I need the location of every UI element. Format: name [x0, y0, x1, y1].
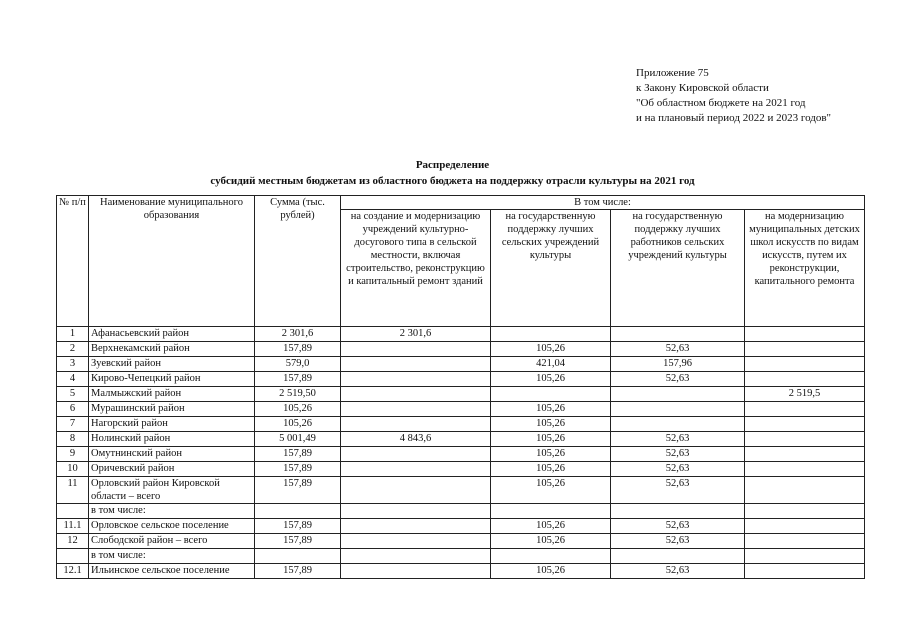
cell-name: Нолинский район — [89, 432, 255, 447]
cell-col4 — [745, 432, 865, 447]
title-line-1: Распределение — [415, 159, 490, 171]
cell-col4 — [745, 342, 865, 357]
table-row — [57, 447, 865, 462]
cell-col4 — [745, 477, 865, 504]
cell-col2: 105,26 — [491, 432, 611, 447]
cell-sum — [255, 504, 341, 519]
cell-col3: 52,63 — [611, 447, 745, 462]
cell-col4 — [745, 564, 865, 579]
cell-col4 — [745, 504, 865, 519]
cell-col2: 105,26 — [491, 447, 611, 462]
header-col-modernization: на создание и модернизацию учреждений культурно-досугового типа в сельской местности, включая строительство, реконструкцию и капитальный ремонт зданий — [341, 210, 491, 327]
cell-col2: 105,26 — [491, 417, 611, 432]
cell-name: Омутнинский район — [89, 447, 255, 462]
cell-name: Орловское сельское поселение — [89, 519, 255, 534]
cell-num: 12.1 — [57, 564, 89, 579]
cell-col4 — [745, 327, 865, 342]
cell-col1 — [341, 519, 491, 534]
cell-col3 — [611, 504, 745, 519]
document-title — [0, 157, 905, 189]
cell-sum — [255, 549, 341, 564]
cell-num: 5 — [57, 387, 89, 402]
cell-col3 — [611, 327, 745, 342]
cell-num: 1 — [57, 327, 89, 342]
cell-name: Верхнекамский район — [89, 342, 255, 357]
table-row — [57, 387, 865, 402]
cell-sum: 157,89 — [255, 477, 341, 504]
table-row — [57, 504, 865, 519]
table-row — [57, 519, 865, 534]
cell-name: Зуевский район — [89, 357, 255, 372]
cell-sum: 157,89 — [255, 447, 341, 462]
cell-name: Оричевский район — [89, 462, 255, 477]
cell-col4 — [745, 357, 865, 372]
cell-col2: 105,26 — [491, 402, 611, 417]
cell-col3: 52,63 — [611, 462, 745, 477]
cell-col3 — [611, 387, 745, 402]
cell-sum: 105,26 — [255, 402, 341, 417]
header-num: № п/п — [57, 196, 89, 327]
cell-col2 — [491, 504, 611, 519]
cell-col2: 105,26 — [491, 342, 611, 357]
header-col-art-schools: на модернизацию муниципальных детских школ искусств по видам искусств, путем их реконструкции, капитального ремонта — [745, 210, 865, 327]
cell-num — [57, 504, 89, 519]
cell-col3: 157,96 — [611, 357, 745, 372]
cell-num: 8 — [57, 432, 89, 447]
cell-col2: 105,26 — [491, 519, 611, 534]
cell-col4 — [745, 447, 865, 462]
cell-col1 — [341, 357, 491, 372]
cell-sum: 5 001,49 — [255, 432, 341, 447]
cell-col4 — [745, 549, 865, 564]
cell-name: Орловский район Кировской области – всего — [89, 477, 255, 504]
cell-col3 — [611, 549, 745, 564]
cell-col2 — [491, 327, 611, 342]
cell-col1: 2 301,6 — [341, 327, 491, 342]
cell-name: в том числе: — [89, 549, 255, 564]
cell-col2: 105,26 — [491, 477, 611, 504]
cell-col1: 4 843,6 — [341, 432, 491, 447]
appendix-line: Приложение 75 — [636, 67, 709, 79]
cell-col1 — [341, 342, 491, 357]
cell-col3: 52,63 — [611, 519, 745, 534]
cell-col2: 105,26 — [491, 534, 611, 549]
cell-col4 — [745, 534, 865, 549]
header-sum: Сумма (тыс. рублей) — [255, 196, 341, 327]
table-body — [57, 327, 865, 579]
cell-name: Кирово-Чепецкий район — [89, 372, 255, 387]
cell-col3: 52,63 — [611, 477, 745, 504]
table-row — [57, 402, 865, 417]
header-col-best-institutions: на государственную поддержку лучших сельских учреждений культуры — [491, 210, 611, 327]
cell-col4 — [745, 519, 865, 534]
cell-col3: 52,63 — [611, 534, 745, 549]
cell-sum: 157,89 — [255, 564, 341, 579]
cell-col4 — [745, 462, 865, 477]
table-row — [57, 372, 865, 387]
cell-col1 — [341, 402, 491, 417]
cell-num: 11 — [57, 477, 89, 504]
appendix-line: и на плановый период 2022 и 2023 годов" — [636, 112, 832, 124]
cell-col2: 105,26 — [491, 372, 611, 387]
table-row — [57, 462, 865, 477]
appendix-line: "Об областном бюджете на 2021 год — [636, 97, 806, 109]
subsidy-table — [56, 195, 865, 579]
cell-col2: 105,26 — [491, 564, 611, 579]
table-row — [57, 342, 865, 357]
table-row — [57, 549, 865, 564]
cell-sum: 579,0 — [255, 357, 341, 372]
cell-num — [57, 549, 89, 564]
cell-col4 — [745, 402, 865, 417]
cell-name: Малмыжский район — [89, 387, 255, 402]
cell-col1 — [341, 417, 491, 432]
header-name: Наименование муниципального образования — [89, 196, 255, 327]
cell-col1 — [341, 534, 491, 549]
cell-num: 2 — [57, 342, 89, 357]
cell-sum: 157,89 — [255, 462, 341, 477]
cell-col1 — [341, 387, 491, 402]
cell-col4 — [745, 417, 865, 432]
table-row — [57, 357, 865, 372]
cell-sum: 2 301,6 — [255, 327, 341, 342]
cell-sum: 157,89 — [255, 372, 341, 387]
cell-num: 4 — [57, 372, 89, 387]
cell-sum: 157,89 — [255, 519, 341, 534]
cell-num: 12 — [57, 534, 89, 549]
cell-name: Афанасьевский район — [89, 327, 255, 342]
table-header — [57, 196, 865, 327]
cell-col2 — [491, 549, 611, 564]
table-row — [57, 564, 865, 579]
cell-num: 11.1 — [57, 519, 89, 534]
cell-num: 6 — [57, 402, 89, 417]
title-line-2: субсидий местным бюджетам из областного бюджета на поддержку отрасли культуры на 2021 год — [210, 175, 695, 187]
cell-col2 — [491, 387, 611, 402]
cell-col1 — [341, 549, 491, 564]
appendix-note — [636, 66, 831, 126]
table-row — [57, 417, 865, 432]
cell-num: 9 — [57, 447, 89, 462]
cell-col3: 52,63 — [611, 372, 745, 387]
cell-name: Ильинское сельское поселение — [89, 564, 255, 579]
cell-col3 — [611, 417, 745, 432]
cell-col2: 421,04 — [491, 357, 611, 372]
cell-name: Слободской район – всего — [89, 534, 255, 549]
cell-col4 — [745, 372, 865, 387]
header-col-best-workers: на государственную поддержку лучших работников сельских учреждений культуры — [611, 210, 745, 327]
cell-col1 — [341, 504, 491, 519]
cell-col1 — [341, 564, 491, 579]
cell-col1 — [341, 447, 491, 462]
cell-sum: 2 519,50 — [255, 387, 341, 402]
cell-col3 — [611, 402, 745, 417]
table-row — [57, 327, 865, 342]
cell-col2: 105,26 — [491, 462, 611, 477]
cell-col3: 52,63 — [611, 432, 745, 447]
cell-col1 — [341, 372, 491, 387]
table-row — [57, 534, 865, 549]
cell-name: в том числе: — [89, 504, 255, 519]
cell-sum: 157,89 — [255, 534, 341, 549]
cell-num: 10 — [57, 462, 89, 477]
cell-name: Мурашинский район — [89, 402, 255, 417]
header-including: В том числе: — [341, 196, 865, 210]
cell-sum: 105,26 — [255, 417, 341, 432]
cell-name: Нагорский район — [89, 417, 255, 432]
cell-col1 — [341, 477, 491, 504]
cell-sum: 157,89 — [255, 342, 341, 357]
appendix-line: к Закону Кировской области — [636, 82, 769, 94]
cell-num: 3 — [57, 357, 89, 372]
cell-col1 — [341, 462, 491, 477]
table-row — [57, 432, 865, 447]
cell-num: 7 — [57, 417, 89, 432]
cell-col4: 2 519,5 — [745, 387, 865, 402]
table-row — [57, 477, 865, 504]
cell-col3: 52,63 — [611, 342, 745, 357]
cell-col3: 52,63 — [611, 564, 745, 579]
